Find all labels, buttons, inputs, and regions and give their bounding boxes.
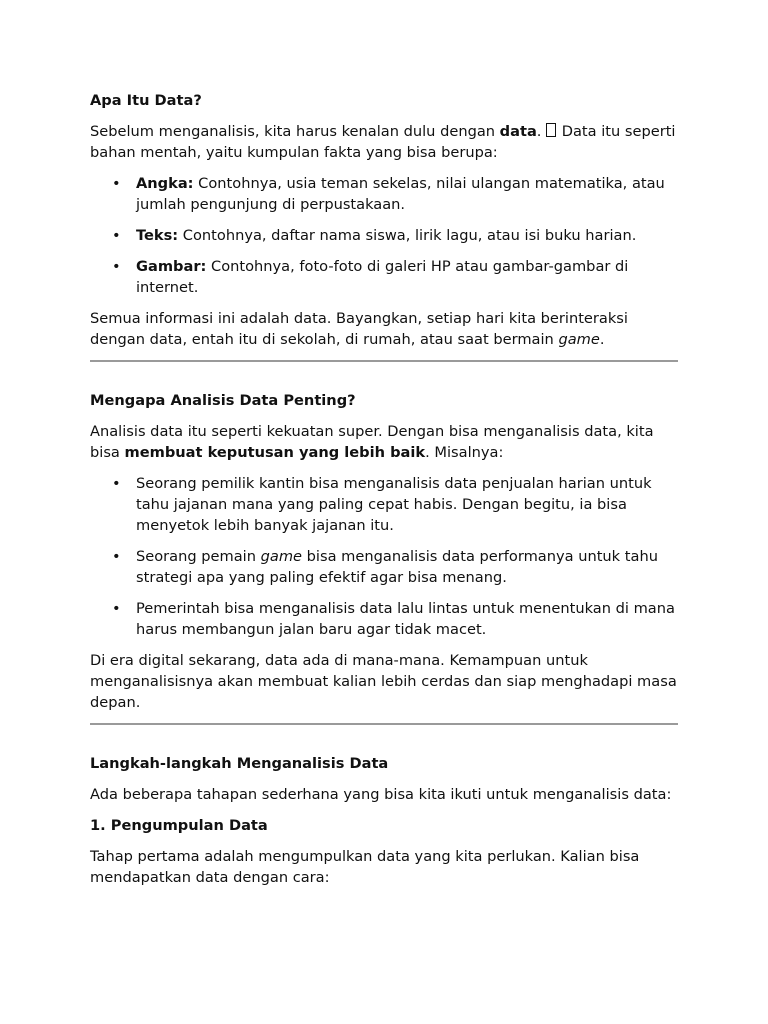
list-item-text: Contohnya, usia teman sekelas, nilai ulangan matematika, atau jumlah pengunjung di perpustakaan.: [136, 175, 665, 213]
section-divider: [90, 723, 678, 725]
list-item: [136, 225, 678, 246]
missing-glyph-icon: [546, 123, 556, 137]
data-types-list: [90, 173, 678, 298]
intro-text-rest: . Misalnya:: [425, 444, 504, 461]
intro-bold-phrase: membuat keputusan yang lebih baik: [124, 444, 426, 461]
section-heading-langkah: Langkah-langkah Menganalisis Data: [90, 755, 389, 772]
list-item-text: Contohnya, foto-foto di galeri HP atau gambar-gambar di internet.: [136, 258, 629, 296]
list-item-label: Angka:: [136, 175, 194, 192]
list-item-text: Contohnya, daftar nama siswa, lirik lagu, atau isi buku harian.: [178, 227, 637, 244]
list-item: [136, 546, 678, 588]
section-divider: [90, 360, 678, 362]
list-item-label: Gambar:: [136, 258, 207, 275]
examples-list: [90, 473, 678, 640]
list-item: [136, 256, 678, 298]
closing-period: .: [599, 331, 605, 348]
intro-text-mid: .: [536, 123, 547, 140]
sub-heading-pengumpulan: 1. Pengumpulan Data: [90, 817, 268, 834]
closing-text: Semua informasi ini adalah data. Bayangkan, setiap hari kita berinteraksi dengan data, entah itu di sekolah, di rumah, atau saat bermain: [90, 310, 628, 348]
section1-closing: [90, 308, 678, 350]
section2-intro: [90, 421, 678, 463]
section-heading-mengapa-analisis: Mengapa Analisis Data Penting?: [90, 392, 356, 409]
sub-section-text: Tahap pertama adalah mengumpulkan data yang kita perlukan. Kalian bisa mendapatkan data dengan cara:: [90, 848, 640, 886]
intro-text: Analisis data itu seperti kekuatan super. Dengan bisa menganalisis data, kita bisa: [90, 423, 654, 461]
list-item-text-rest: bisa menganalisis data performanya untuk tahu strategi apa yang paling efektif agar bisa menang.: [136, 548, 658, 586]
intro-bold-term: data: [499, 123, 537, 140]
section1-intro: [90, 121, 678, 163]
closing-emphasis: game: [558, 331, 600, 348]
list-item: • Seorang pemilik kantin bisa menganalisis data penjualan harian untuk tahu jajanan mana yang paling cepat habis. Dengan begitu, ia bisa menyetok lebih banyak jajanan itu.: [136, 473, 678, 536]
list-item-label: Teks:: [136, 227, 179, 244]
intro-text: Sebelum menganalisis, kita harus kenalan dulu dengan: [90, 123, 500, 140]
list-item: [136, 173, 678, 215]
section3-intro: Ada beberapa tahapan sederhana yang bisa kita ikuti untuk menganalisis data:: [90, 786, 672, 803]
list-item-emphasis: game: [260, 548, 303, 565]
intro-text-rest: Data itu seperti bahan mentah, yaitu kumpulan fakta yang bisa berupa:: [90, 123, 676, 161]
section-heading-apa-itu-data: Apa Itu Data?: [90, 92, 202, 109]
list-item: • Pemerintah bisa menganalisis data lalu lintas untuk menentukan di mana harus membangun jalan baru agar tidak macet.: [136, 598, 678, 640]
list-item-text: Seorang pemain: [136, 548, 261, 565]
section2-closing: Di era digital sekarang, data ada di mana-mana. Kemampuan untuk menganalisisnya akan membuat kalian lebih cerdas dan siap menghadapi masa depan.: [90, 652, 677, 711]
